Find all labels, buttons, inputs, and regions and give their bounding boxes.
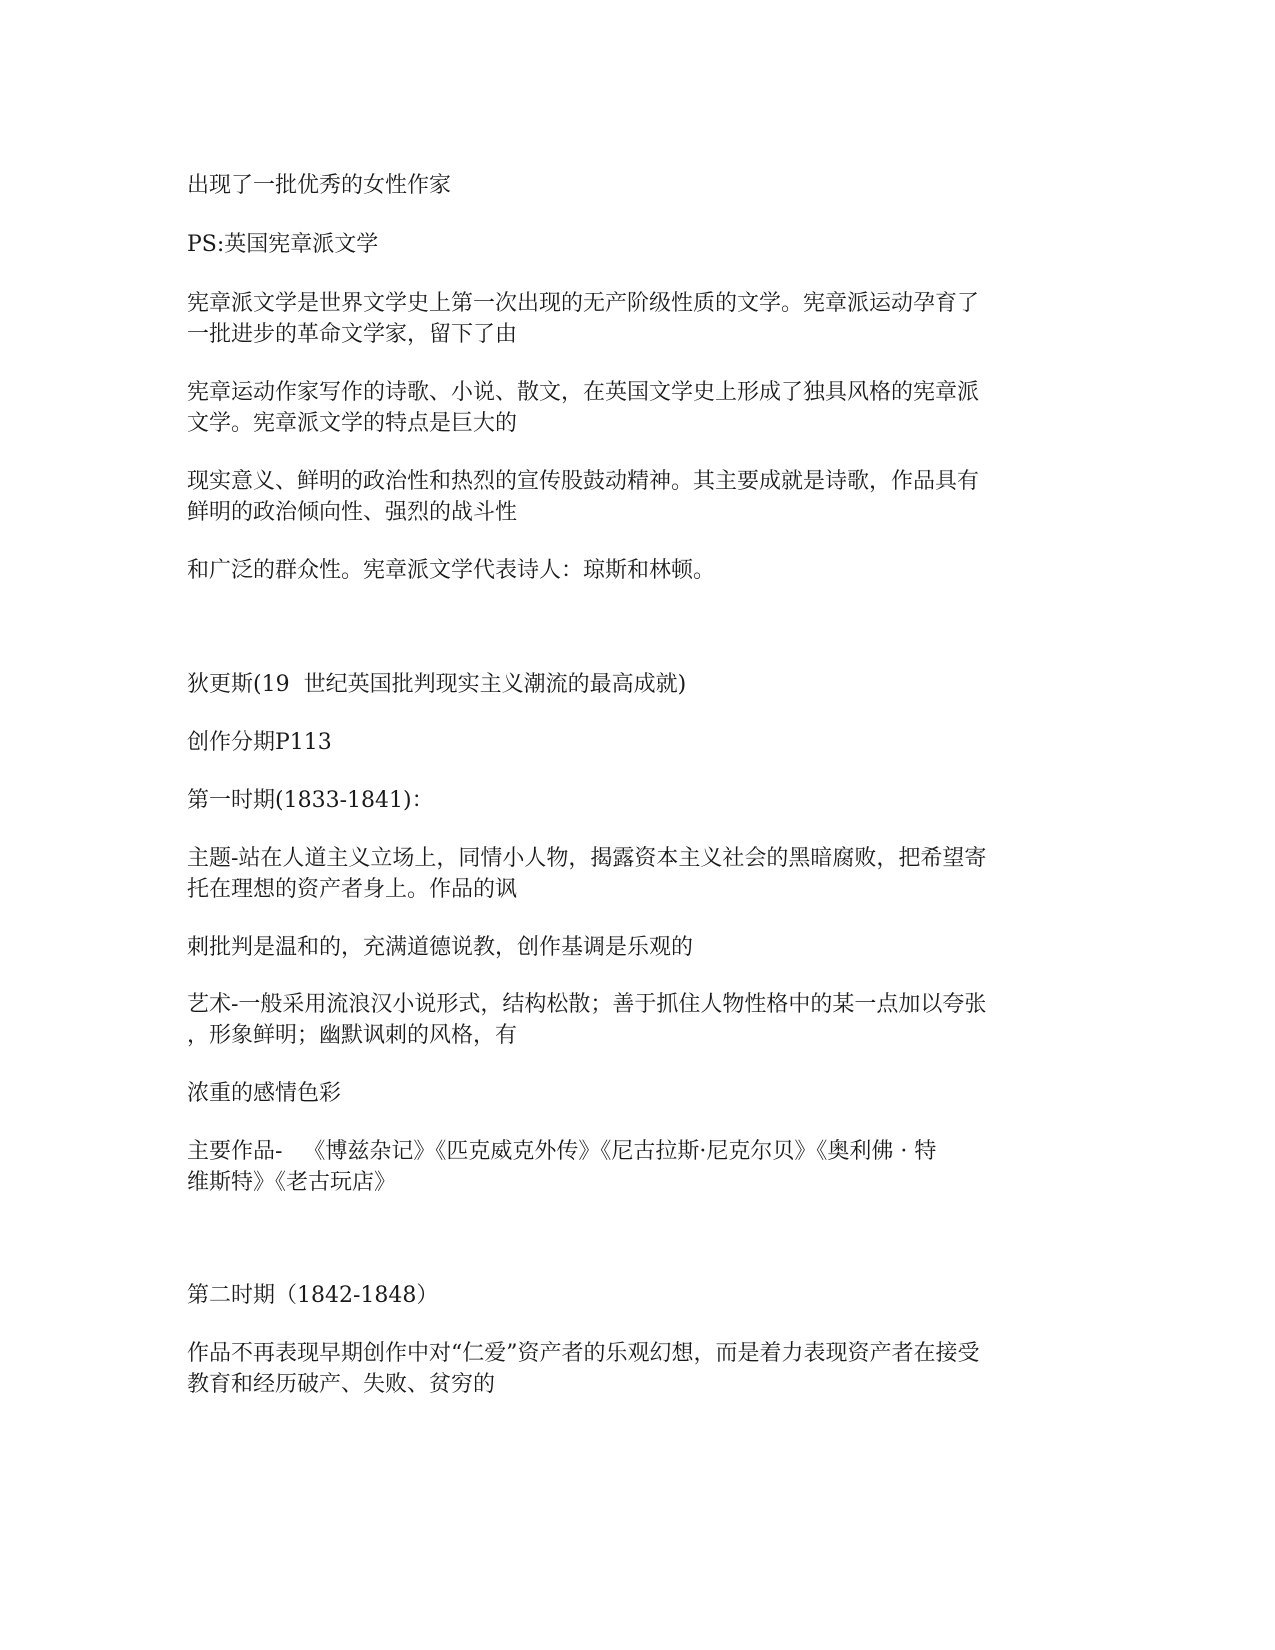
- paragraph-chartist-works: 宪章运动作家写作的诗歌、小说、散文，在英国文学史上形成了独具风格的宪章派 文学。宪章派文学的特点是巨大的: [187, 380, 980, 436]
- paragraph-chartist-poets: 和广泛的群众性。宪章派文学代表诗人：琼斯和林顿。: [187, 558, 716, 583]
- paragraph-first-theme: 主题-站在人道主义立场上，同情小人物，揭露资本主义社会的黑暗腐败，把希望寄 托在理想的资产者身上。作品的讽: [187, 846, 987, 902]
- paragraph-chartist-intro: 宪章派文学是世界文学史上第一次出现的无产阶级性质的文学。宪章派运动孕育了 一批进步的革命文学家，留下了由: [187, 291, 980, 347]
- paragraph-emotion: 浓重的感情色彩: [187, 1081, 342, 1106]
- paragraph-chartist-features: 现实意义、鲜明的政治性和热烈的宣传股鼓动精神。其主要成就是诗歌，作品具有 鲜明的政治倾向性、强烈的战斗性: [187, 469, 980, 525]
- paragraph-creation-periods: 创作分期P113: [187, 730, 332, 755]
- paragraph-major-works: 主要作品- 《博兹杂记》《匹克威克外传》《尼古拉斯·尼克尔贝》《奥利佛 · 特 维斯特》《老古玩店》: [187, 1139, 937, 1195]
- paragraph-dickens-heading: 狄更斯(19 世纪英国批判现实主义潮流的最高成就): [187, 672, 687, 697]
- paragraph-first-tone: 刺批判是温和的，充满道德说教，创作基调是乐观的: [187, 935, 694, 960]
- paragraph-female-writers: 出现了一批优秀的女性作家: [187, 173, 452, 198]
- paragraph-first-art: 艺术-一般采用流浪汉小说形式，结构松散；善于抓住人物性格中的某一点加以夸张 ，形象鲜明；幽默讽刺的风格，有: [187, 992, 987, 1048]
- paragraph-second-theme: 作品不再表现早期创作中对“仁爱”资产者的乐观幻想，而是着力表现资产者在接受 教育和经历破产、失败、贫穷的: [187, 1341, 980, 1397]
- paragraph-chartist-heading: PS:英国宪章派文学: [187, 232, 379, 257]
- paragraph-second-period: 第二时期（1842-1848）: [187, 1283, 439, 1308]
- paragraph-first-period: 第一时期(1833-1841)：: [187, 788, 434, 813]
